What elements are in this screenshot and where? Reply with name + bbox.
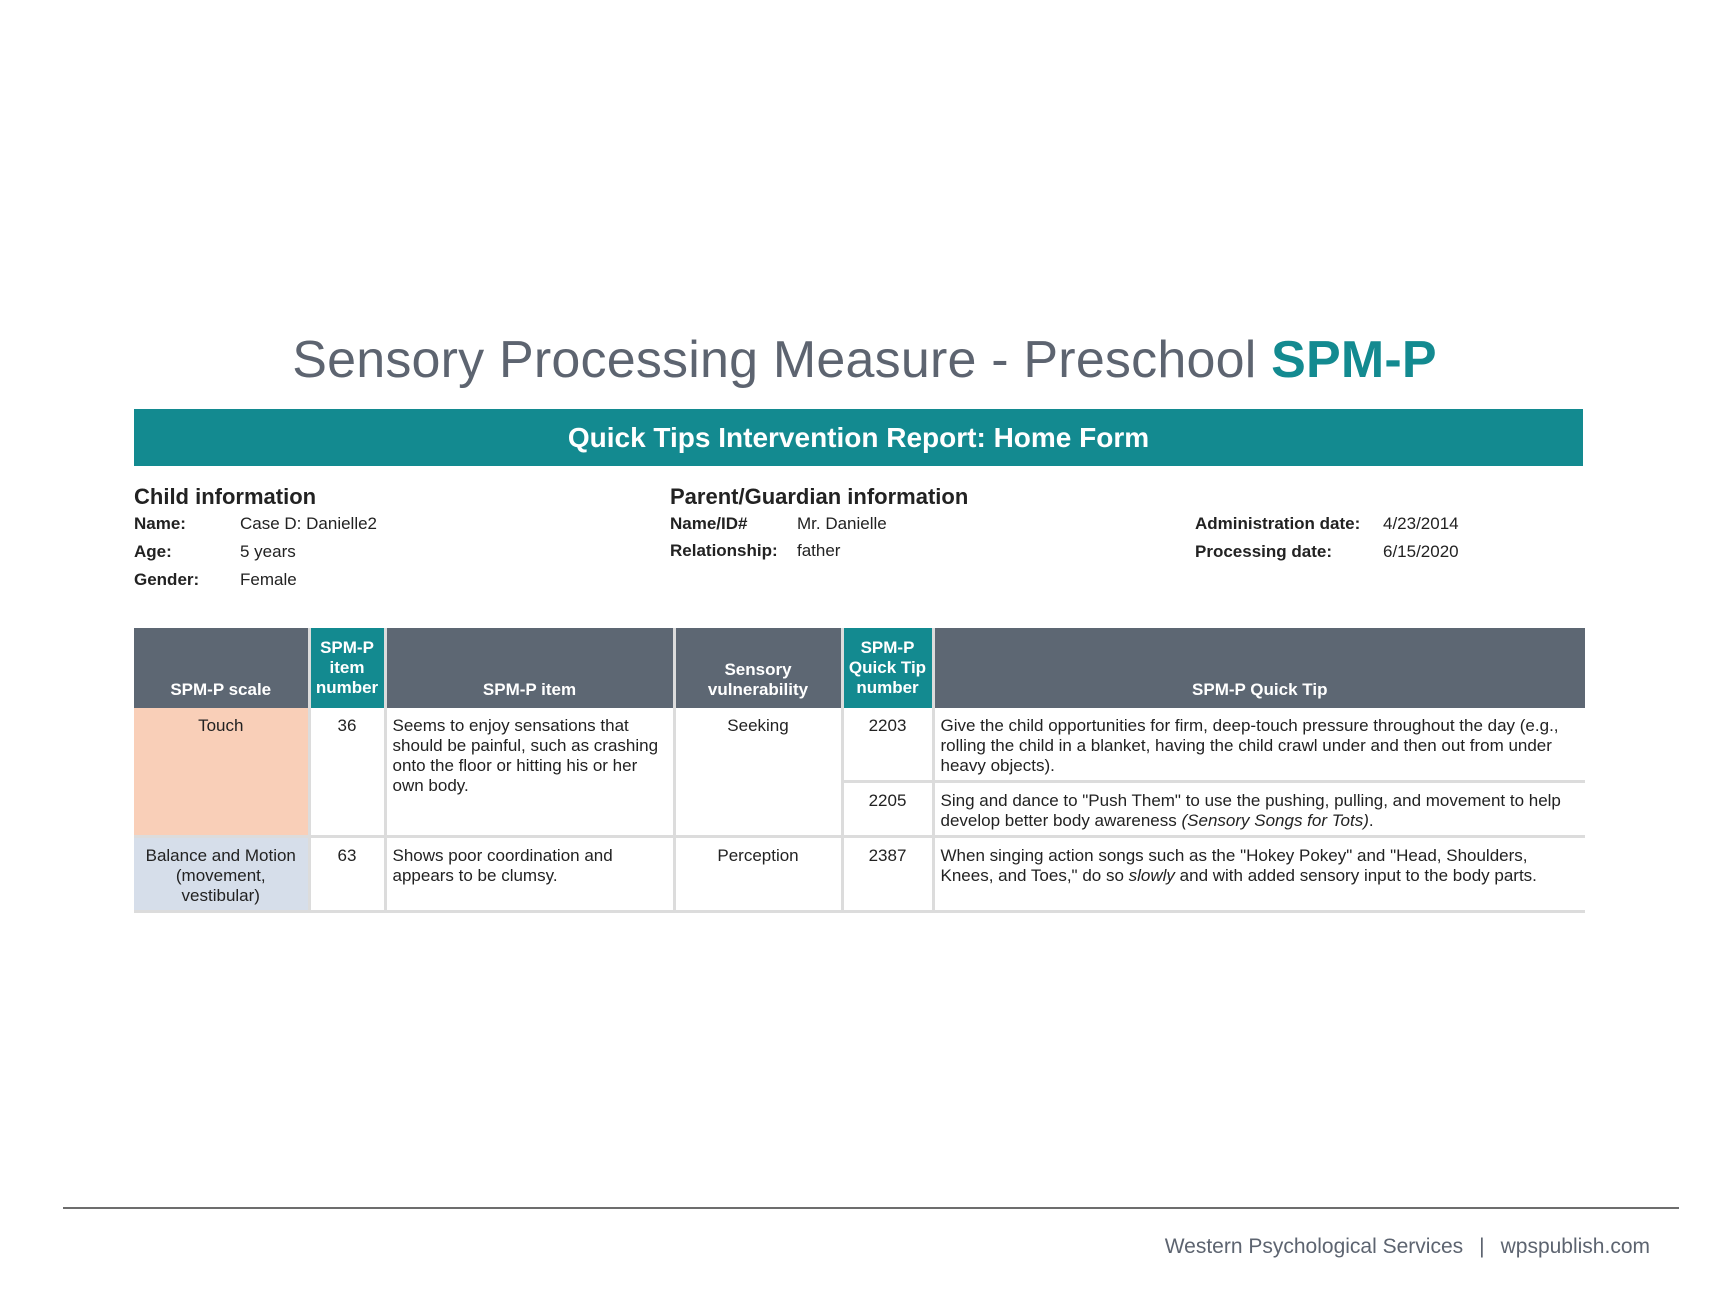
child-age-value: 5 years xyxy=(240,542,296,561)
header-item-number: SPM-P item number xyxy=(309,628,385,708)
item-number-cell: 63 xyxy=(309,837,385,912)
header-tip: SPM-P Quick Tip xyxy=(933,628,1585,708)
vulnerability-cell: Perception xyxy=(674,837,842,912)
table-header-row xyxy=(134,628,1585,708)
tip-text-end: and with added sensory input to the body parts. xyxy=(1174,866,1537,885)
header-item: SPM-P item xyxy=(385,628,674,708)
tip-text-italic: slowly xyxy=(1128,866,1175,885)
tip-cell: Give the child opportunities for firm, deep-touch pressure throughout the day (e.g., rolling the child in a blanket, having the child crawl under and then out from under heavy objects). xyxy=(933,708,1585,782)
footer-publisher: Western Psychological Services xyxy=(1164,1235,1464,1258)
relationship-value: father xyxy=(797,541,841,560)
report-banner: Quick Tips Intervention Report: Home Form xyxy=(134,409,1583,466)
page-title xyxy=(0,330,1729,390)
child-age-label: Age: xyxy=(134,542,172,561)
processing-date-value: 6/15/2020 xyxy=(1383,542,1459,561)
admin-date-value: 4/23/2014 xyxy=(1383,514,1459,533)
child-name-value: Case D: Danielle2 xyxy=(240,514,378,533)
footer-divider xyxy=(63,1207,1679,1209)
tip-cell xyxy=(933,782,1585,837)
child-gender-label: Gender: xyxy=(134,570,200,589)
quick-tips-table xyxy=(134,628,1585,913)
item-cell: Shows poor coordination and appears to be clumsy. xyxy=(385,837,674,912)
tip-text-end: . xyxy=(1368,811,1374,830)
item-number-cell: 36 xyxy=(309,708,385,837)
tip-text: Sing and dance to "Push Them" to use the pushing, pulling, and movement to help develop better body awareness xyxy=(940,791,1561,830)
tip-cell xyxy=(933,837,1585,912)
scale-cell: Touch xyxy=(134,708,309,837)
admin-date-label: Administration date: xyxy=(1195,514,1361,533)
header-scale: SPM-P scale xyxy=(134,628,309,708)
tip-text: When singing action songs such as the "Hokey Pokey" and "Head, Shoulders, Knees, and Toes," do so xyxy=(940,846,1528,885)
title-main: Sensory Processing Measure - Preschool xyxy=(292,331,1257,389)
footer-website-link[interactable]: wpspublish.com xyxy=(1500,1235,1650,1258)
item-cell: Seems to enjoy sensations that should be painful, such as crashing onto the floor or hitting his or her own body. xyxy=(385,708,674,837)
header-vulnerability: Sensory vulnerability xyxy=(674,628,842,708)
processing-date-label: Processing date: xyxy=(1195,542,1332,561)
scale-cell: Balance and Motion (movement, vestibular) xyxy=(134,837,309,912)
tip-number-cell: 2205 xyxy=(842,782,933,837)
header-tip-number: SPM-P Quick Tip number xyxy=(842,628,933,708)
relationship-label: Relationship: xyxy=(670,541,778,560)
parent-name-value: Mr. Danielle xyxy=(797,514,887,533)
footer-separator: | xyxy=(1479,1235,1485,1258)
tip-text-italic: (Sensory Songs for Tots) xyxy=(1181,811,1369,830)
tip-number-cell: 2387 xyxy=(842,837,933,912)
table-row xyxy=(134,708,1585,782)
title-brand: SPM-P xyxy=(1271,331,1437,389)
table-row xyxy=(134,837,1585,912)
child-gender-value: Female xyxy=(240,570,297,589)
child-info-heading: Child information xyxy=(134,484,317,509)
tip-number-cell: 2203 xyxy=(842,708,933,782)
parent-info-heading: Parent/Guardian information xyxy=(670,484,969,509)
child-name-label: Name: xyxy=(134,514,186,533)
parent-name-label: Name/ID# xyxy=(670,514,748,533)
footer xyxy=(1165,1235,1650,1259)
vulnerability-cell: Seeking xyxy=(674,708,842,837)
